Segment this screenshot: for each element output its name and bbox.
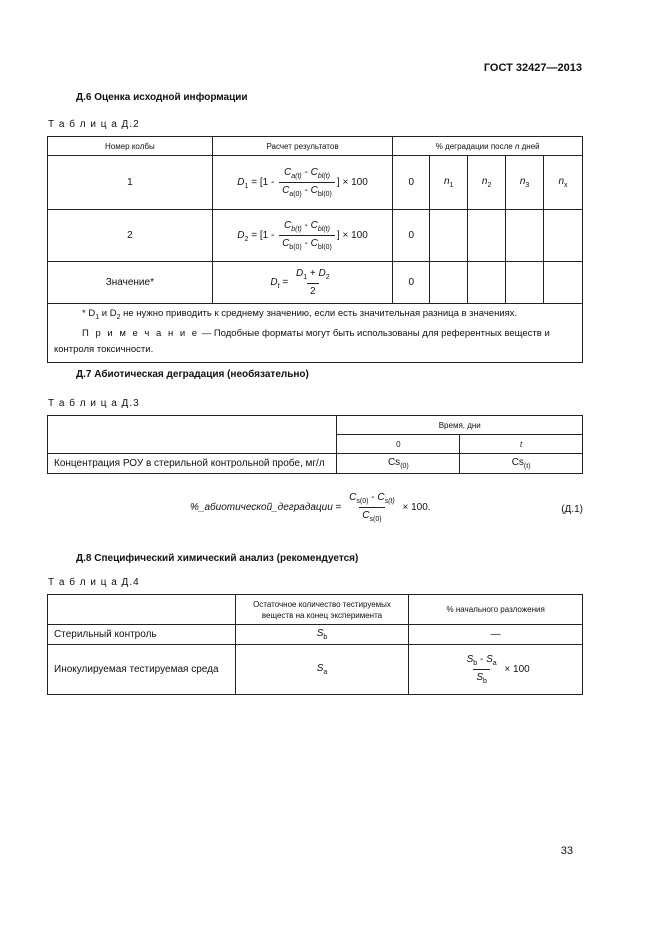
sterile-control-value: $S_b$ [235, 625, 409, 645]
col-remaining-header: Остаточное количество тестируемых веществ на конец эксперимента [235, 595, 409, 625]
row1-nx: $n_x$ [544, 156, 583, 210]
value-label: Значение* [48, 262, 213, 304]
table-d2-row-1 [48, 156, 583, 210]
table-d4-caption: Т а б л и ц а Д.4 [48, 577, 140, 588]
table-note: П р и м е ч а н и е — Подобные форматы могут быть использованы для референтных веществ и контроля токсичности. [54, 327, 550, 355]
col-calc-header: Расчет результатов [212, 137, 393, 156]
row2-zero: 0 [393, 210, 430, 262]
concentration-label: Концентрация РОУ в стерильной контрольной пробе, мг/л [48, 454, 337, 474]
flask-1-label: 1 [48, 156, 213, 210]
table-d2-row-3 [48, 262, 583, 304]
table-d3-caption: Т а б л и ц а Д.3 [48, 398, 140, 409]
table-d2-caption: Т а б л и ц а Д.2 [48, 119, 140, 130]
row2-empty-3 [506, 210, 544, 262]
row1-n2: $n_2$ [468, 156, 506, 210]
flask-2-label: 2 [48, 210, 213, 262]
section-d6-title: Д.6 Оценка исходной информации [76, 92, 248, 103]
time-0: 0 [337, 435, 460, 454]
inoculated-medium-percent: $\frac{S_b - S_a}{S_b}$ × 100 [409, 645, 583, 695]
sterile-control-label: Стерильный контроль [48, 625, 236, 645]
row1-zero: 0 [393, 156, 430, 210]
row3-empty-3 [506, 262, 544, 304]
row2-empty-1 [430, 210, 468, 262]
equation-d1: %_абиотической_деградации = $\frac{C_{s(0)} - C_{s(t)}}{C_{s(0)}}$ × 100. (Д.1) [190, 492, 583, 523]
page-number: 33 [560, 845, 573, 857]
row2-empty-2 [468, 210, 506, 262]
inoculated-medium-label: Инокулируемая тестируемая среда [48, 645, 236, 695]
time-header: Время, дни [337, 416, 583, 435]
table-d2-row-2 [48, 210, 583, 262]
table-d2-notes [48, 304, 583, 363]
section-d7-title: Д.7 Абиотическая деградация (необязательно) [76, 369, 309, 380]
table-d2-header-row [48, 137, 583, 156]
equation-number: (Д.1) [561, 504, 583, 515]
table-d2 [47, 136, 583, 363]
formula-dt: $D_t$ = $\frac{D_1 + D_2}{2}$ [212, 262, 393, 304]
row3-empty-4 [544, 262, 583, 304]
table-d3 [47, 415, 583, 474]
row1-n3: $n_3$ [506, 156, 544, 210]
section-d8-title: Д.8 Специфический химический анализ (рекомендуется) [76, 553, 359, 564]
time-t: t [460, 435, 583, 454]
sterile-control-percent: — [409, 625, 583, 645]
row3-empty-1 [430, 262, 468, 304]
row1-n1: $n_1$ [430, 156, 468, 210]
inoculated-medium-value: $S_a$ [235, 645, 409, 695]
cs-t: $Cs_{(t)}$ [460, 454, 583, 474]
table-d4-row-1 [48, 625, 583, 645]
table-d4-row-2 [48, 645, 583, 695]
table-d2-notes-row [48, 304, 583, 363]
row2-empty-4 [544, 210, 583, 262]
col-degradation-header: % деградации после n дней [393, 137, 583, 156]
table-d4-blank-header [48, 595, 236, 625]
table-d4 [47, 594, 583, 695]
row3-empty-2 [468, 262, 506, 304]
formula-d1: $D_1 = [1$ - $\frac{C_{a(t)} - C_{bl(t)}}{C_{a(0)} - C_{bl(0)}}$ ] × 100 [212, 156, 393, 210]
row3-zero: 0 [393, 262, 430, 304]
footnote: * $D_1$ и $D_2$ не нужно приводить к среднему значению, если есть значительная разница в значениях. [82, 308, 518, 321]
table-d3-data-row [48, 454, 583, 474]
table-d3-blank-header [48, 416, 337, 454]
col-percent-header: % начального разложения [409, 595, 583, 625]
formula-d2: $D_2 = [1$ - $\frac{C_{b(t)} - C_{bl(t)}}{C_{b(0)} - C_{bl(0)}}$ ] × 100 [212, 210, 393, 262]
col-flask-header: Номер колбы [48, 137, 213, 156]
table-d4-header-row [48, 595, 583, 625]
table-d3-row-top [48, 416, 583, 435]
doc-code: ГОСТ 32427—2013 [483, 62, 582, 74]
cs-0: $Cs_{(0)}$ [337, 454, 460, 474]
